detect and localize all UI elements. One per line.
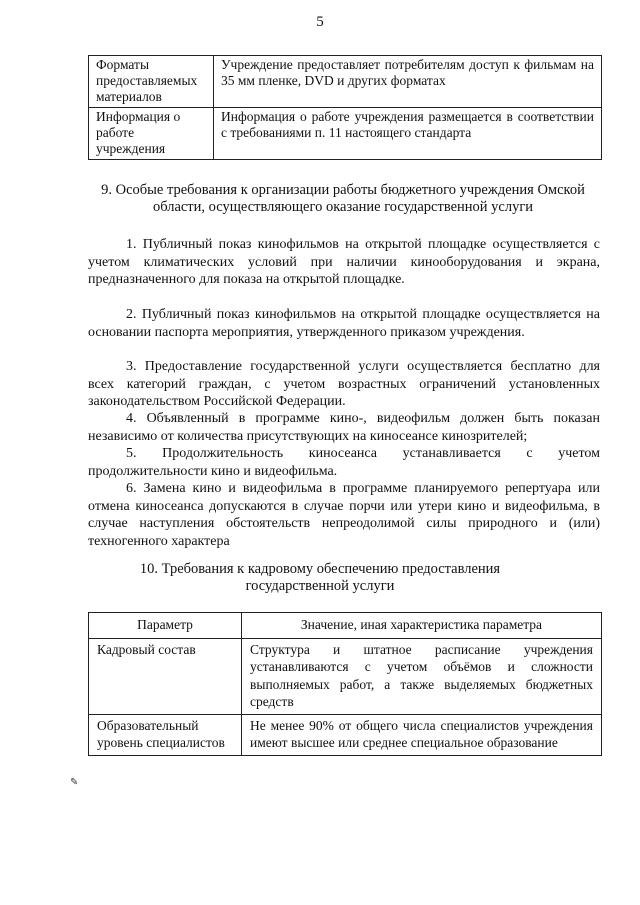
table-header-parameter: Параметр — [89, 613, 242, 639]
section-9-heading: 9. Особые требования к организации работы бюджетного учреждения Омской области, осуществляющего оказание государственной услуги — [101, 182, 585, 215]
section-9-item-2: 2. Публичный показ кинофильмов на открытой площадке осуществляется на основании паспорта мероприятия, утвержденного приказом учреждения. — [88, 307, 600, 340]
table-row — [89, 56, 602, 108]
page-number: 5 — [316, 14, 324, 30]
table-header-row — [89, 613, 602, 639]
table-row — [89, 108, 602, 160]
table-cell-value: Структура и штатное расписание учреждения устанавливаются с учетом объёмов и сложности выполняемых работ, а также выделяемых бюджетных средств — [242, 638, 602, 714]
table-cell-label: Форматы предоставляемых материалов — [89, 56, 214, 108]
staffing-requirements-table — [88, 612, 602, 756]
section-9-item-5: 5. Продолжительность киносеанса устанавливается с учетом продолжительности кино и видеофильма. — [88, 446, 600, 479]
section-10-heading: 10. Требования к кадровому обеспечению предоставления государственной услуги — [139, 561, 501, 594]
table-cell-value: Учреждение предоставляет потребителям доступ к фильмам на 35 мм пленке, DVD и других форматах — [214, 56, 602, 108]
table-cell-label: Образовательный уровень специалистов — [89, 714, 242, 755]
section-9-item-6: 6. Замена кино и видеофильма в программе планируемого репертуара или отмена киносеанса допускаются в случае порчи или утери кино и видеофильма, в случае наступления обстоятельств непреодолимой силы природного и (или) техногенного характера — [88, 481, 600, 549]
section-9-item-1: 1. Публичный показ кинофильмов на открытой площадке осуществляется с учетом климатических условий при наличии кинооборудования и экрана, предназначенного для показа на открытой площадке. — [88, 237, 600, 287]
table-cell-label: Информация о работе учреждения — [89, 108, 214, 160]
table-row — [89, 714, 602, 755]
formats-info-table — [88, 55, 602, 160]
section-9-item-4: 4. Объявленный в программе кино-, видеофильм должен быть показан независимо от количества присутствующих на киносеансе кинозрителей; — [88, 411, 600, 444]
table-row — [89, 638, 602, 714]
table-cell-value: Не менее 90% от общего числа специалистов учреждения имеют высшее или среднее специальное образование — [242, 714, 602, 755]
scan-mark: ✎ — [70, 777, 79, 788]
section-9-item-3: 3. Предоставление государственной услуги осуществляется бесплатно для всех категорий граждан, с учетом возрастных ограничений установленных законодательством Российской Федерации. — [88, 359, 600, 409]
table-header-value: Значение, иная характеристика параметра — [242, 613, 602, 639]
table-cell-label: Кадровый состав — [89, 638, 242, 714]
table-cell-value: Информация о работе учреждения размещается в соответствии с требованиями п. 11 настоящего стандарта — [214, 108, 602, 160]
